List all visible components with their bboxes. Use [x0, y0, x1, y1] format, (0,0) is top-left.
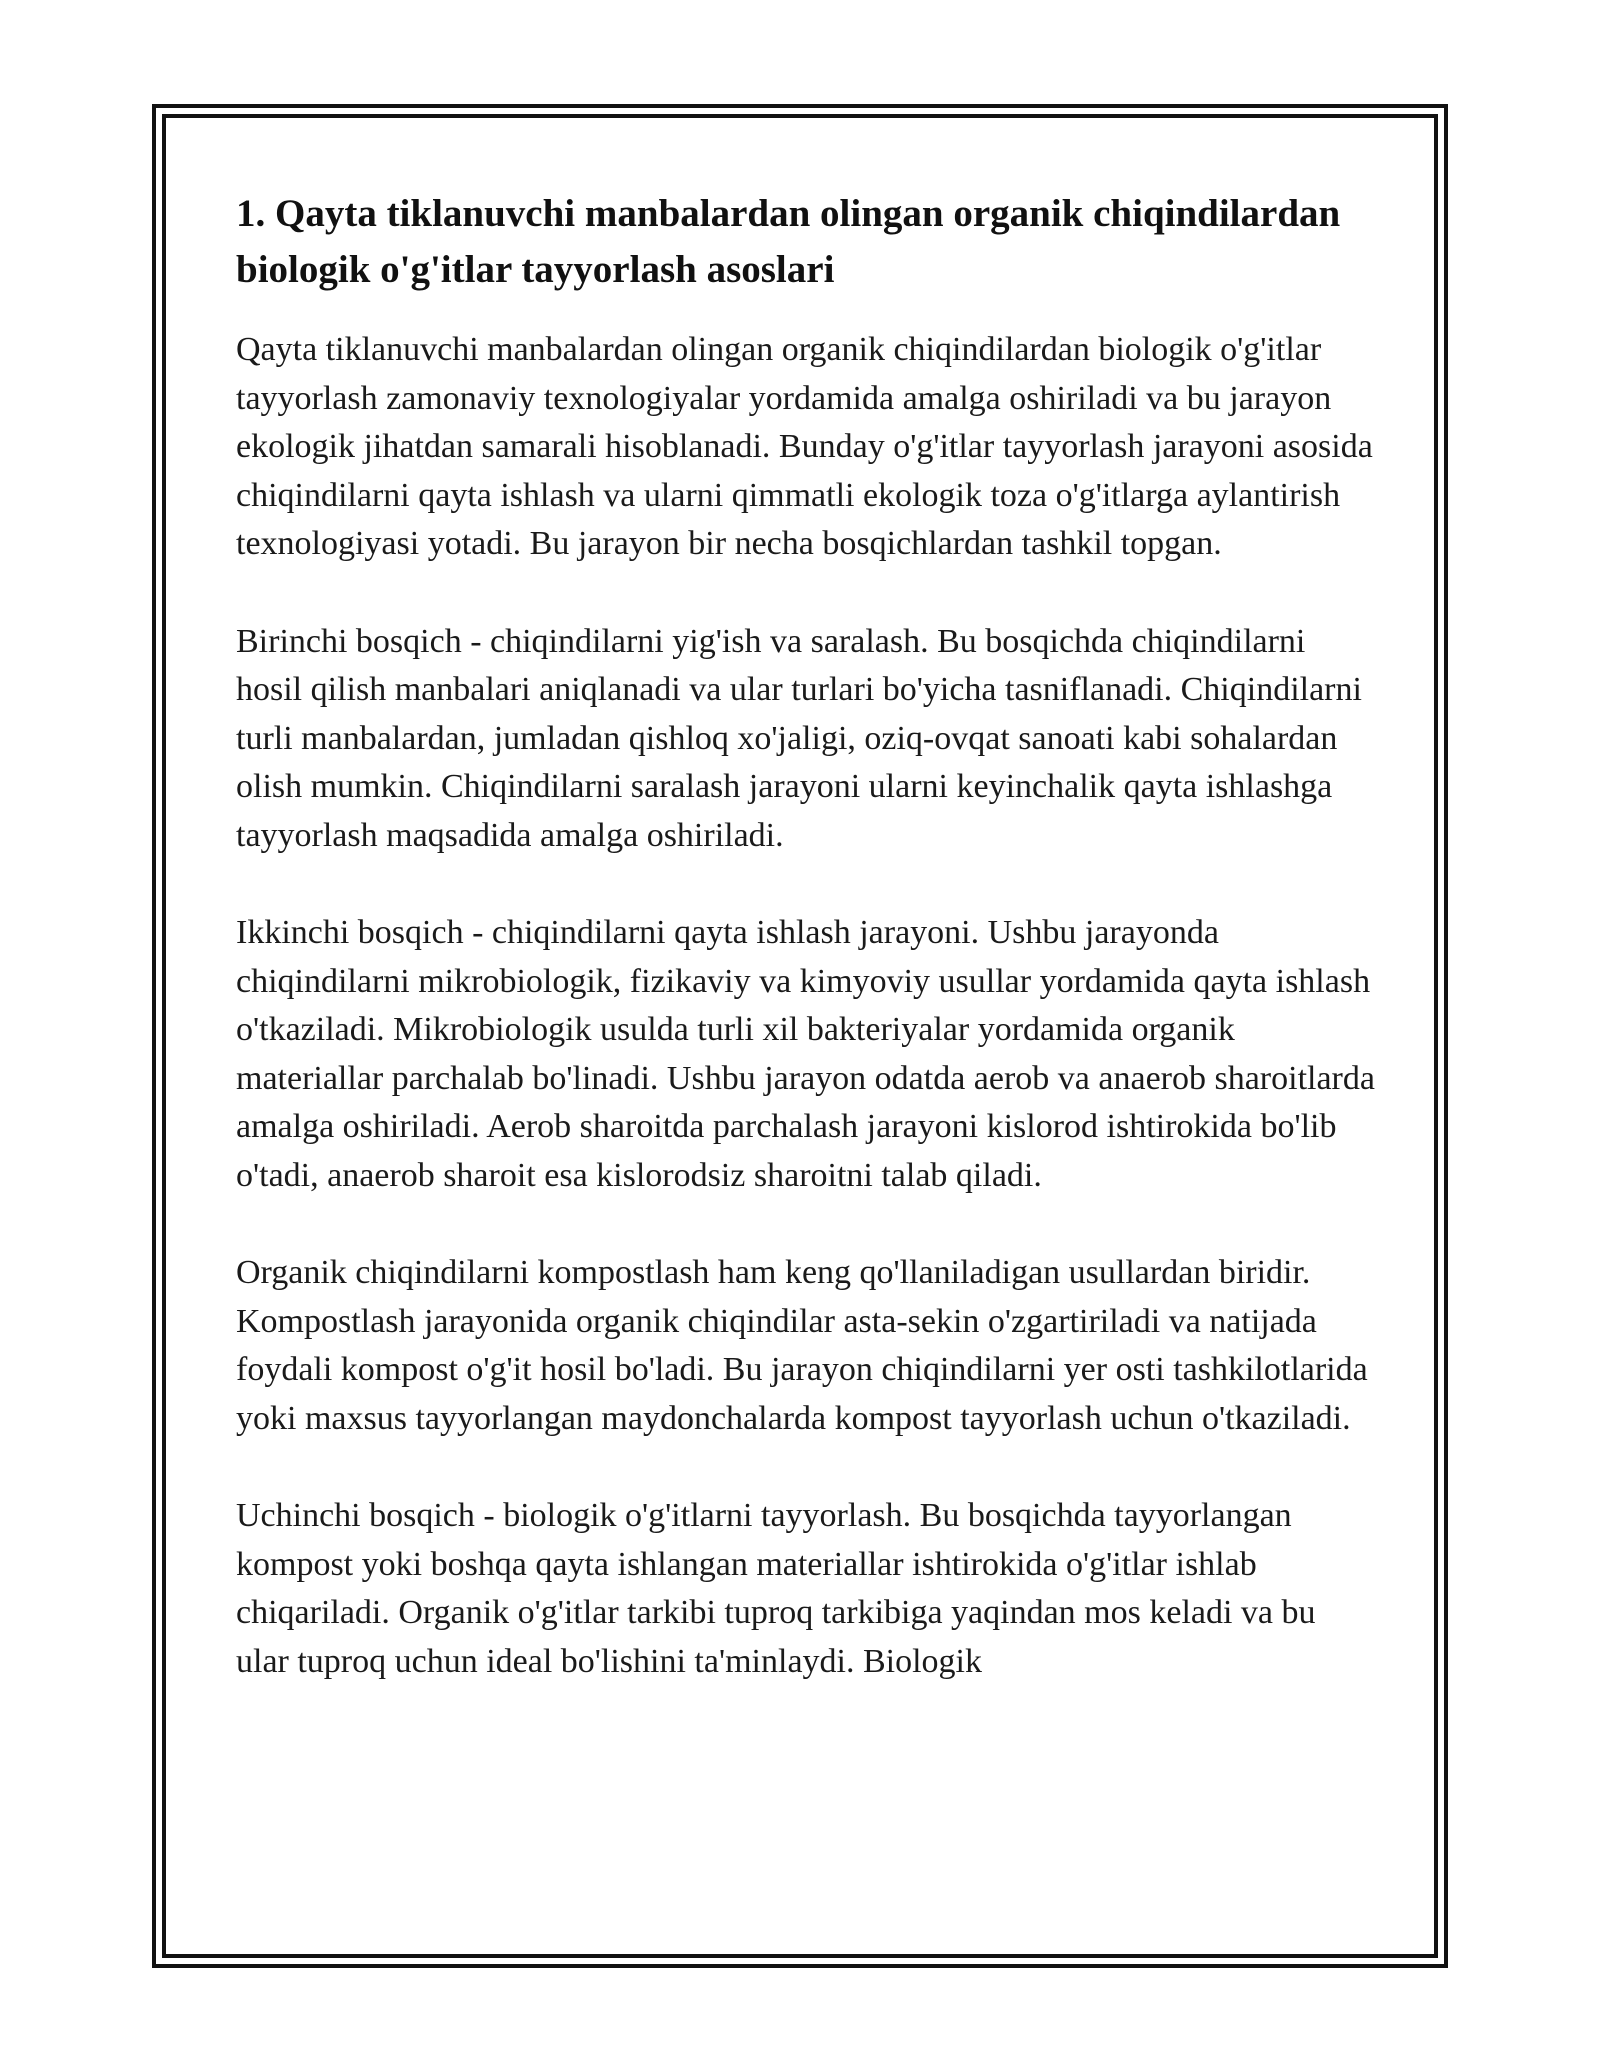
paragraph-first-stage: Birinchi bosqich - chiqindilarni yig'ish va saralash. Bu bosqichda chiqindilarni hosil qilish manbalari aniqlanadi va ular turlari bo'yicha tasniflanadi. Chiqindilarni turli manbalardan, jumladan qishloq xo'jaligi, oziq-ovqat sanoati kabi sohalardan olish mumkin. Chiqindilarni saralash jarayoni ularni keyinchalik qayta ishlashga tayyorlash maqsadida amalga oshiriladi. [236, 622, 1362, 854]
paragraph-third-stage: Uchinchi bosqich - biologik o'g'itlarni tayyorlash. Bu bosqichda tayyorlangan kompost yoki boshqa qayta ishlangan materiallar ishtirokida o'g'itlar ishlab chiqariladi. Organik o'g'itlar tarkibi tuproq tarkibiga yaqindan mos keladi va bu ular tuproq uchun ideal bo'lishini ta'minlaydi. Biologik [236, 1497, 1316, 1680]
paragraph-intro: Qayta tiklanuvchi manbalardan olingan organik chiqindilardan biologik o'g'itlar tayyorlash zamonaviy texnologiyalar yordamida amalga oshiriladi va bu jarayon ekologik jihatdan samarali hisoblanadi. Bunday o'g'itlar tayyorlash jarayoni asosida chiqindilarni qayta ishlash va ularni qimmatli ekologik toza o'g'itlarga aylantirish texnologiyasi yotadi. Bu jarayon bir necha bosqichlardan tashkil topgan. [236, 331, 1373, 562]
section-heading: 1. Qayta tiklanuvchi manbalardan olingan organik chiqindilardan biologik o'g'itlar tayyorlash asoslari [236, 192, 1341, 291]
paragraph-second-stage: Ikkinchi bosqich - chiqindilarni qayta ishlash jarayoni. Ushbu jarayonda chiqindilarni mikrobiologik, fizikaviy va kimyoviy usullar yordamida qayta ishlash o'tkaziladi. Mikrobiologik usulda turli xil bakteriyalar yordamida organik materiallar parchalab bo'linadi. Ushbu jarayon odatda aerob va anaerob sharoitlarda amalga oshiriladi. Aerob sharoitda parchalash jarayoni kislorod ishtirokida bo'lib o'tadi, anaerob sharoit esa kislorodsiz sharoitni talab qiladi. [236, 914, 1375, 1194]
paragraph-composting: Organik chiqindilarni kompostlash ham keng qo'llaniladigan usullardan biridir. Kompostlash jarayonida organik chiqindilar asta-sekin o'zgartiriladi va natijada foydali kompost o'g'it hosil bo'ladi. Bu jarayon chiqindilarni yer osti tashkilotlarida yoki maxsus tayyorlangan maydonchalarda kompost tayyorlash uchun o'tkaziladi. [236, 1254, 1368, 1437]
document-body [236, 186, 1376, 1735]
